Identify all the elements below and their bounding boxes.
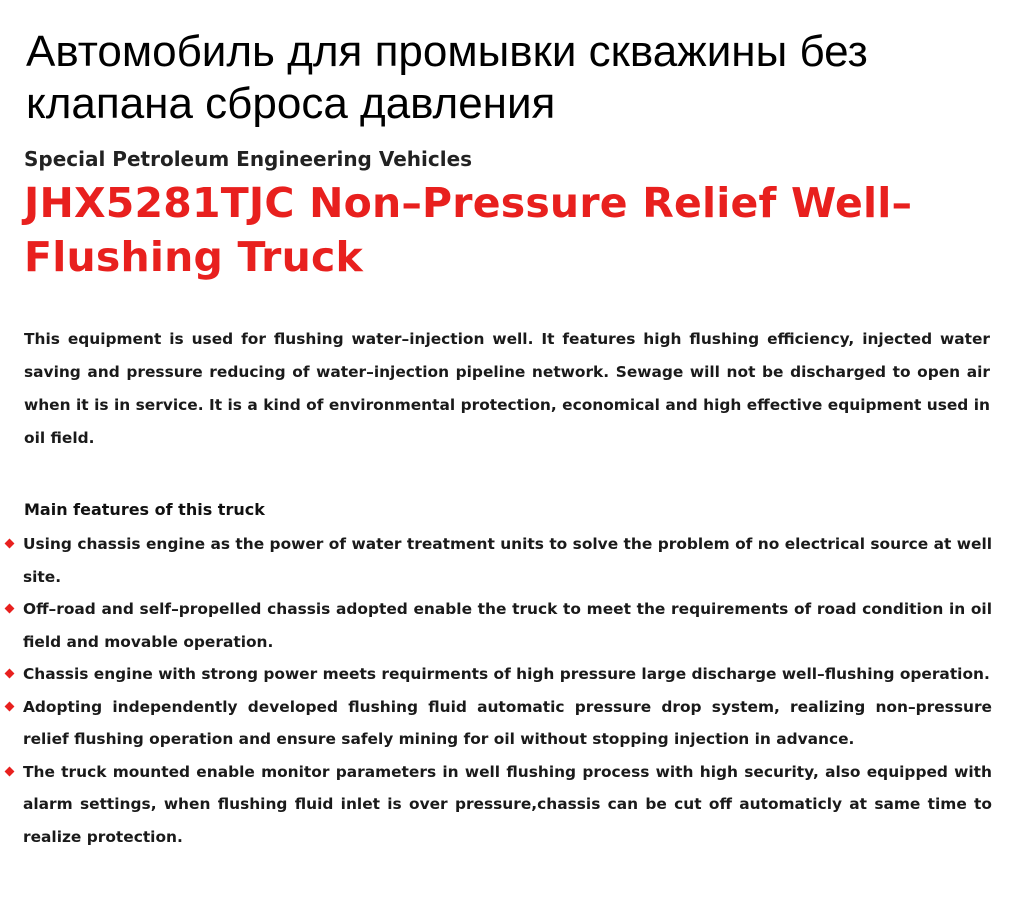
diamond-bullet-icon bbox=[5, 669, 15, 679]
feature-item bbox=[6, 691, 992, 756]
category-label: Special Petroleum Engineering Vehicles bbox=[24, 147, 473, 171]
feature-item bbox=[6, 593, 992, 658]
product-title: JHX5281TJC Non–Pressure Relief Well–Flushing Truck bbox=[24, 179, 913, 281]
feature-text: Using chassis engine as the power of water treatment units to solve the problem of no electrical source at well site. bbox=[23, 535, 992, 586]
feature-item bbox=[6, 756, 992, 854]
feature-item bbox=[6, 528, 992, 593]
diamond-bullet-icon bbox=[5, 539, 15, 549]
russian-title: Автомобиль для промывки скважины без клапана сброса давления bbox=[26, 27, 868, 128]
features-list bbox=[6, 528, 992, 853]
feature-text: Chassis engine with strong power meets requirments of high pressure large discharge well–flushing operation. bbox=[23, 665, 990, 683]
diamond-bullet-icon bbox=[5, 604, 15, 614]
feature-item bbox=[6, 658, 992, 691]
feature-text: Off–road and self–propelled chassis adopted enable the truck to meet the requirements of road condition in oil field and movable operation. bbox=[23, 600, 992, 651]
feature-text: The truck mounted enable monitor parameters in well flushing process with high security, also equipped with alarm settings, when flushing fluid inlet is over pressure,chassis can be cut off automaticly at same time to realize protection. bbox=[23, 762, 992, 846]
feature-text: Adopting independently developed flushing fluid automatic pressure drop system, realizing non–pressure relief flushing operation and ensure safely mining for oil without stopping injection in advance. bbox=[23, 697, 992, 748]
diamond-bullet-icon bbox=[5, 766, 15, 776]
intro-paragraph: This equipment is used for flushing water–injection well. It features high flushing efficiency, injected water saving and pressure reducing of water–injection pipeline network. Sewage will not be discharged to open air when it is in service. It is a kind of environmental protection, economical and high effective equipment used in oil field. bbox=[24, 330, 990, 447]
diamond-bullet-icon bbox=[5, 701, 15, 711]
features-heading: Main features of this truck bbox=[24, 500, 265, 519]
